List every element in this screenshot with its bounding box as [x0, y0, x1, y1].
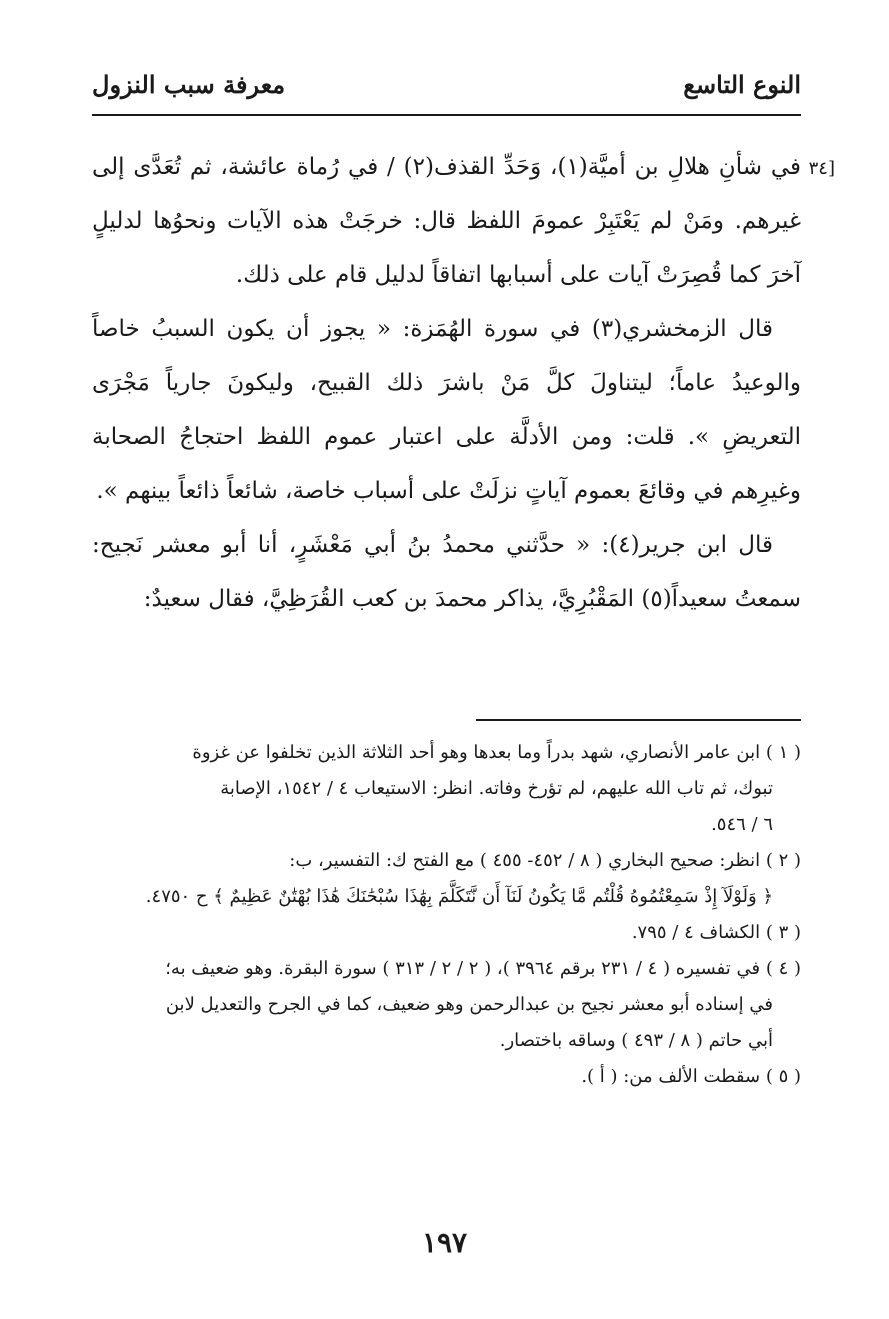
- footnote-1-line-3: ٦ / ٥٤٦.: [711, 814, 773, 835]
- page-number: ١٩٧: [421, 1226, 468, 1259]
- footnote-3: ( ٣ ) الكشاف ٤ / ٧٩٥.: [631, 922, 801, 943]
- footnote-2-line-1: ( ٢ ) انظر: صحيح البخاري ( ٨ / ٤٥٢- ٤٥٥ ) مع الفتح ك: التفسير، ب:: [289, 850, 801, 871]
- paragraph-2: قال الزمخشري(٣) في سورة الهُمَزة: « يجوز أن يكون السببُ خاصاً والوعيدُ عاماً؛ ليتناولَ كلَّ مَنْ باشرَ ذلك القبيح، وليكونَ جارياً مَجْرَى التعريضِ ». قلت: ومن الأدلَّة على اعتبار عموم اللفظ احتجاجُ الصحابة وغيرِهم في وقائعَ بعموم آياتٍ نزلَتْ على أسباب خاصة، شائعاً ذائعاً بينهم ».: [92, 316, 801, 504]
- quran-verse: ﴿ وَلَوْلَآ إِذْ سَمِعْتُمُوهُ قُلْتُم مَّا يَكُونُ لَنَآ أَن نَّتَكَلَّمَ بِهَٰذَا سُبْحَٰنَكَ هَٰذَا بُهْتَٰنٌ عَظِيمٌ ﴾: [213, 886, 773, 907]
- paragraph-3: قال ابن جرير(٤): « حدَّثني محمدُ بنُ أبي مَعْشَرٍ، أنا أبو معشر نَجيح: سمعتُ سعيداً(٥) المَقْبُرِيَّ، يذاكر محمدَ بن كعب القُرَظِيَّ، فقال سعيدٌ:: [92, 532, 801, 612]
- section-title: معرفة سبب النزول: [92, 70, 286, 99]
- hadith-number: ح ٤٧٥٠.: [145, 886, 208, 907]
- footnote-2-line-2: [92, 879, 801, 915]
- footnote-4-line-3: أبي حاتم ( ٨ / ٤٩٣ ) وساقه باختصار.: [499, 1030, 773, 1051]
- footnote-1-line-2: تبوك، ثم تاب الله عليهم، لم تؤرخ وفاته. انظر: الاستيعاب ٤ / ١٥٤٢، الإصابة: [220, 778, 773, 799]
- chapter-title: النوع التاسع: [683, 70, 801, 99]
- footnote-1-line-1: ( ١ ) ابن عامر الأنصاري، شهد بدراً وما بعدها وهو أحد الثلاثة الذين تخلفوا عن غزوة: [192, 742, 801, 763]
- footnote-4: [92, 951, 801, 1059]
- paragraph-1: [92, 140, 835, 302]
- footnote-4-line-2: في إسناده أبو معشر نجيح بن عبدالرحمن وهو ضعيف، كما في الجرح والتعديل لابن: [165, 994, 773, 1015]
- header-rule: [92, 114, 801, 116]
- footnotes: [92, 735, 801, 1095]
- main-text: [92, 140, 835, 626]
- manuscript-page-marker: [٣٤: [808, 158, 835, 179]
- footnote-separator: [476, 719, 801, 721]
- running-header: [92, 70, 801, 110]
- footnote-2: [92, 843, 801, 915]
- paragraph-1-text: في شأنِ هلالِ بن أميَّة(١)، وَحَدِّ القذف(٢) / في رُماة عائشة، ثم تُعَدَّى إلى غيرهم. ومَنْ لم يَعْتَبِرْ عمومَ اللفظ قال: خرجَتْ هذه الآيات ونحوُها لدليلٍ آخرَ كما قُصِرَتْ آيات على أسبابها اتفاقاً لدليل قام على ذلك.: [92, 154, 801, 288]
- footnote-1: [92, 735, 801, 843]
- footnote-5: ( ٥ ) سقطت الألف من: ( أ ).: [581, 1066, 801, 1087]
- footnote-4-line-1: ( ٤ ) في تفسيره ( ٤ / ٢٣١ برقم ٣٩٦٤ )، ( ٢ / ٢ / ٣١٣ ) سورة البقرة. وهو ضعيف به؛: [165, 958, 801, 979]
